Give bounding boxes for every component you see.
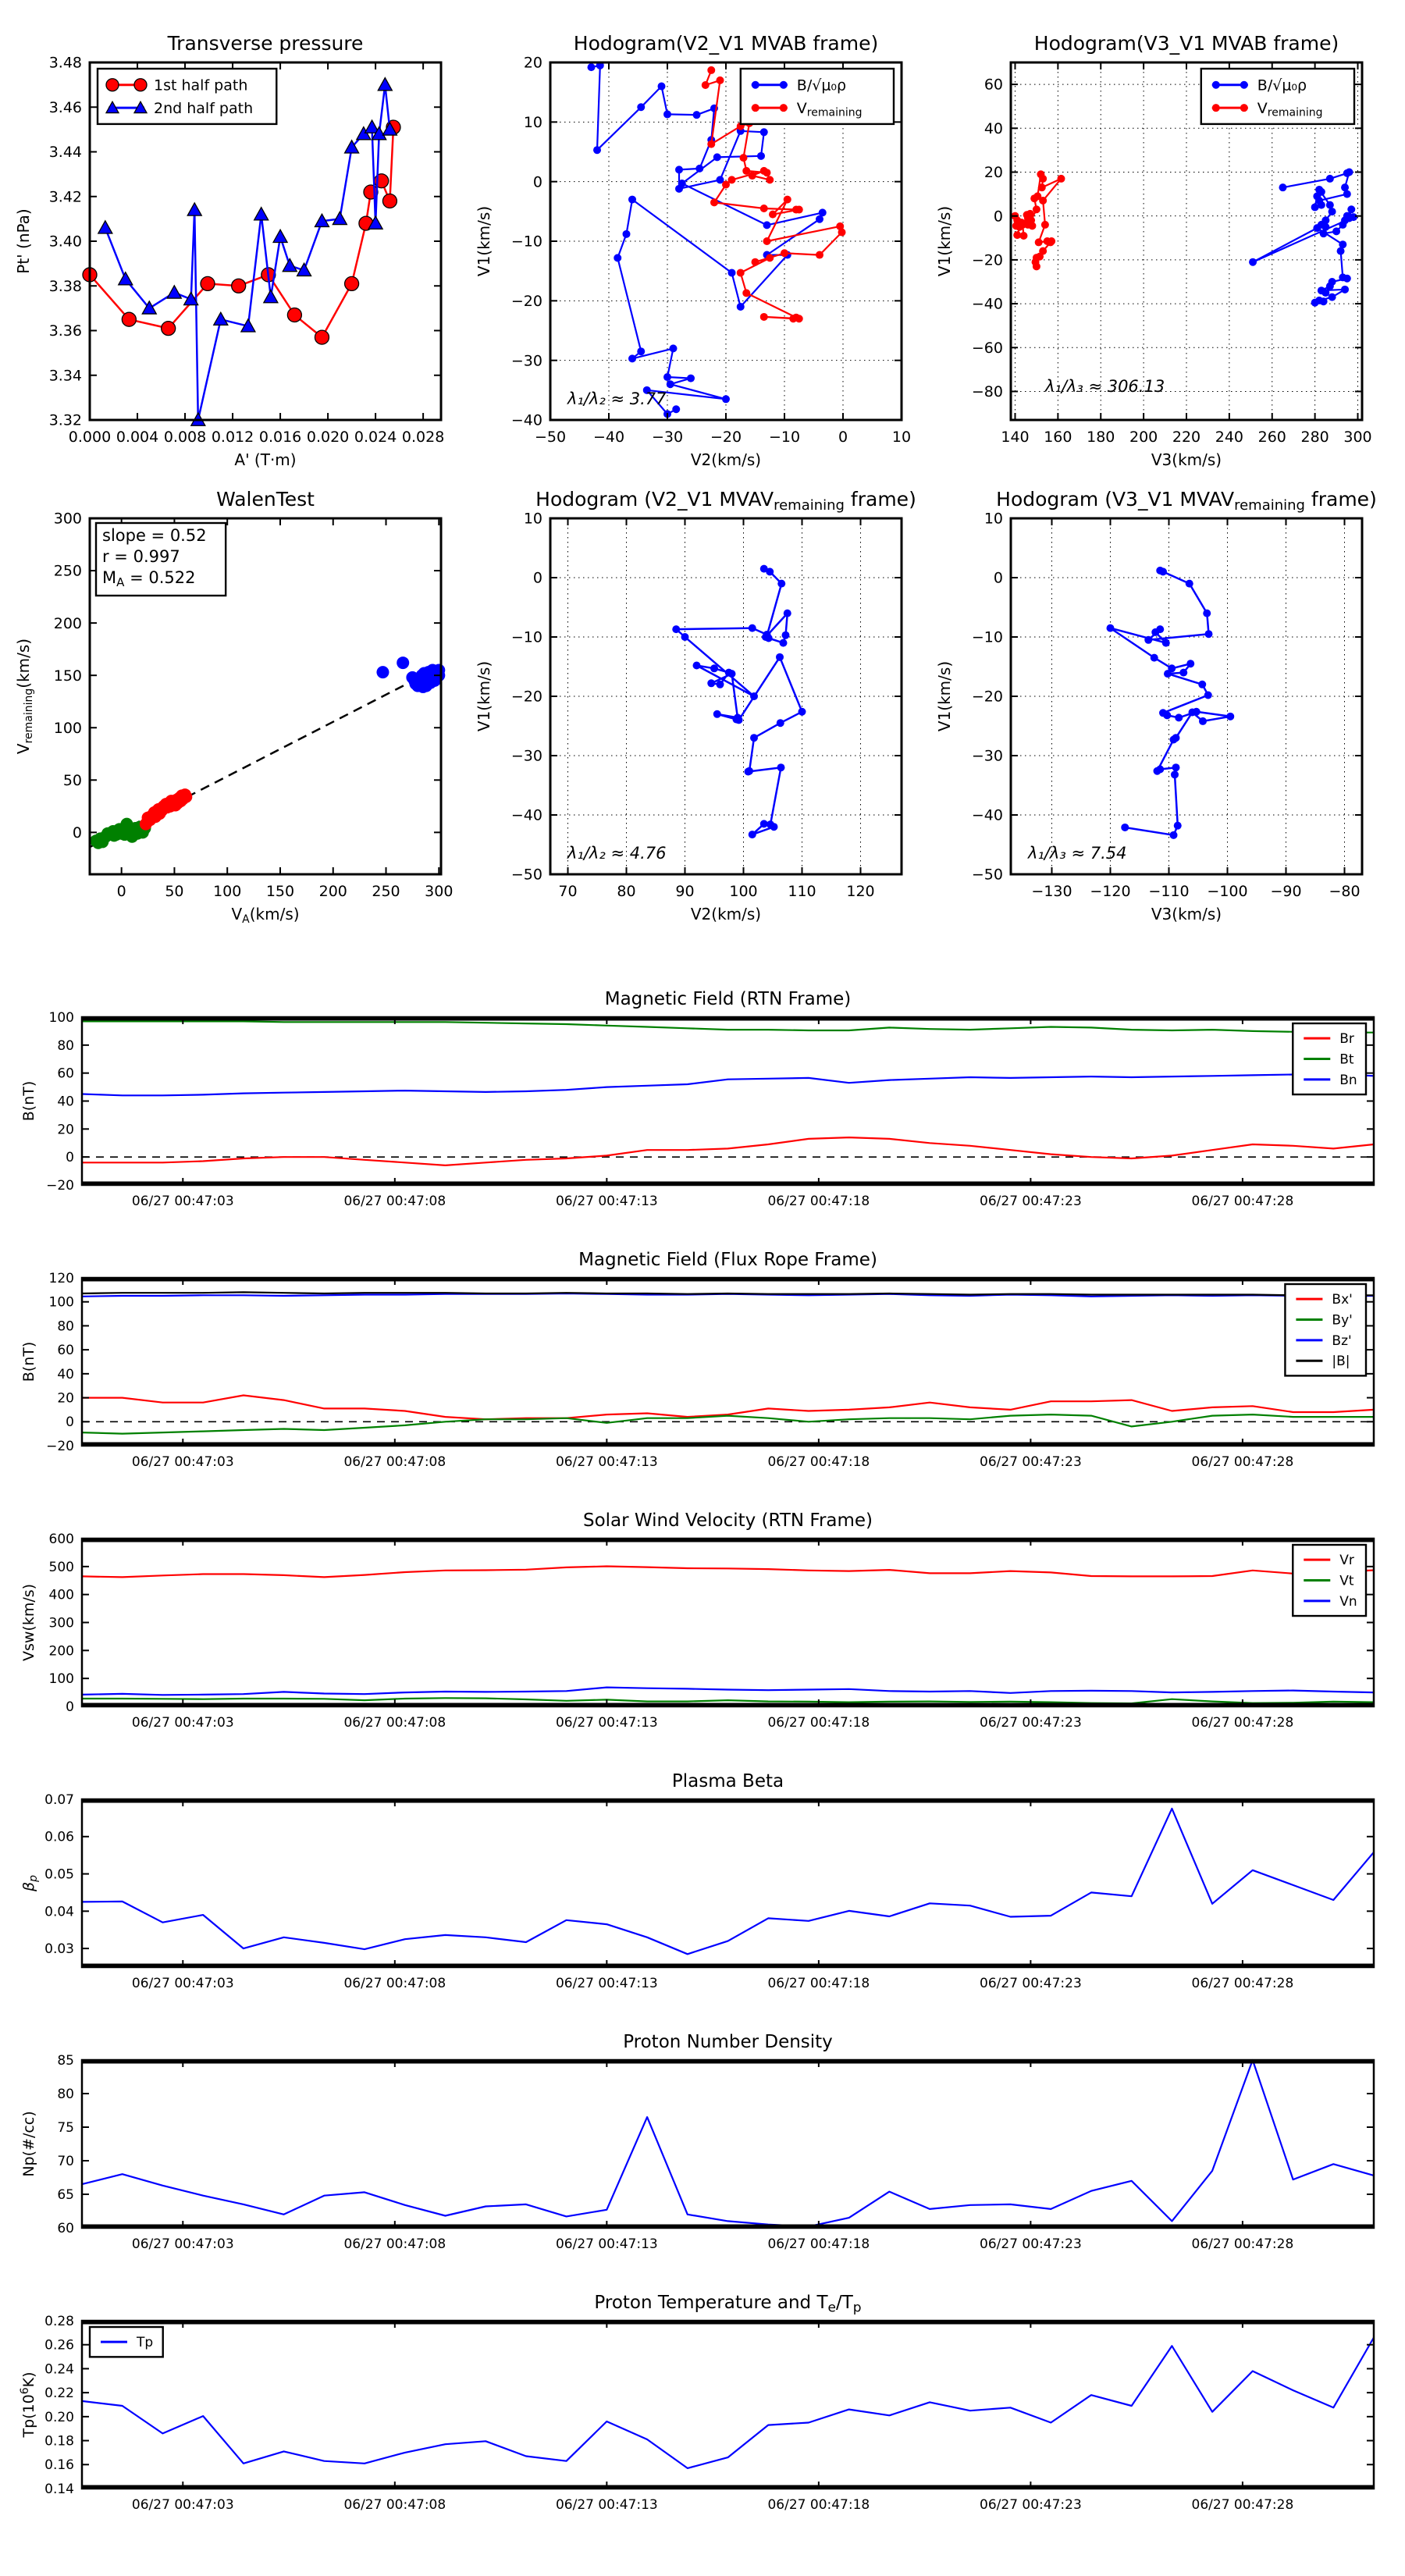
svg-text:150: 150 [53,667,82,685]
svg-text:06/27 00:47:28: 06/27 00:47:28 [1191,1715,1294,1731]
svg-text:Magnetic Field (RTN Frame): Magnetic Field (RTN Frame) [604,989,852,1009]
svg-text:−20: −20 [46,1177,74,1194]
svg-text:−90: −90 [1270,883,1302,900]
svg-text:80: 80 [57,1037,74,1054]
svg-text:3.48: 3.48 [48,54,82,72]
svg-text:−10: −10 [510,628,542,646]
svg-text:0.06: 0.06 [44,1829,74,1845]
svg-text:0.22: 0.22 [44,2386,74,2402]
svg-text:−10: −10 [768,429,801,446]
svg-text:300: 300 [1343,429,1372,446]
svg-text:50: 50 [165,883,184,900]
svg-text:−10: −10 [971,628,1003,646]
svg-text:−20: −20 [46,1438,74,1454]
svg-text:0.28: 0.28 [44,2313,74,2329]
svg-text:V2(km/s): V2(km/s) [690,450,762,469]
svg-text:06/27 00:47:03: 06/27 00:47:03 [131,2497,234,2513]
svg-text:Hodogram (V2_V1 MVAVremaining: Hodogram (V2_V1 $MVAV_{remaining}$ frame) [535,488,916,514]
svg-text:Pt' (nPa): Pt' (nPa) [14,208,33,274]
svg-text:−40: −40 [971,295,1003,313]
svg-text:06/27 00:47:13: 06/27 00:47:13 [555,1715,658,1731]
svg-text:100: 100 [48,1671,74,1688]
svg-text:−30: −30 [651,429,684,446]
svg-text:0.16: 0.16 [44,2457,74,2474]
svg-text:200: 200 [1129,429,1158,446]
svg-text:06/27 00:47:23: 06/27 00:47:23 [980,1454,1082,1470]
plot-transverse-pressure [14,32,445,469]
svg-text:V3(km/s): V3(km/s) [1151,450,1222,469]
svg-text:0.03: 0.03 [44,1941,74,1958]
svg-text:Proton Number Density: Proton Number Density [623,2032,833,2052]
svg-text:V1(km/s): V1(km/s) [475,205,493,277]
svg-text:Bx': Bx' [1332,1292,1353,1308]
svg-text:100: 100 [213,883,242,900]
svg-text:Bn: Bn [1339,1072,1357,1088]
plot-hodogram-v2v1-mvav [475,488,916,923]
svg-text:−110: −110 [1148,883,1190,900]
svg-text:3.40: 3.40 [48,233,82,251]
svg-text:06/27 00:47:03: 06/27 00:47:03 [131,1715,234,1731]
svg-text:−50: −50 [534,429,567,446]
svg-text:70: 70 [558,883,578,900]
svg-text:06/27 00:47:08: 06/27 00:47:08 [343,1454,446,1470]
svg-text:240: 240 [1215,429,1244,446]
svg-text:06/27 00:47:28: 06/27 00:47:28 [1191,1194,1294,1209]
svg-text:90: 90 [675,883,695,900]
plot-hodogram-v3v1-mvab [935,32,1372,469]
svg-text:200: 200 [318,883,347,900]
svg-text:0.14: 0.14 [44,2481,74,2497]
svg-text:300: 300 [53,510,82,528]
svg-text:100: 100 [48,1294,74,1311]
svg-text:250: 250 [372,883,400,900]
svg-text:260: 260 [1257,429,1286,446]
svg-text:06/27 00:47:13: 06/27 00:47:13 [555,1454,658,1470]
svg-text:06/27 00:47:18: 06/27 00:47:18 [767,1715,870,1731]
svg-text:By': By' [1332,1312,1353,1329]
plot-walen-test [14,488,454,926]
svg-text:0.24: 0.24 [44,2361,74,2378]
svg-text:280: 280 [1300,429,1329,446]
svg-text:3.46: 3.46 [48,98,82,116]
svg-text:Br: Br [1339,1031,1354,1048]
svg-text:βp: $\beta_p$ [20,1874,40,1892]
svg-text:0.028: 0.028 [401,429,445,446]
svg-text:|B|: |B| [1332,1354,1350,1370]
svg-text:06/27 00:47:03: 06/27 00:47:03 [131,2236,234,2252]
svg-text:06/27 00:47:28: 06/27 00:47:28 [1191,1454,1294,1470]
svg-text:06/27 00:47:13: 06/27 00:47:13 [555,1976,658,1991]
svg-text:0: 0 [66,1699,74,1715]
svg-text:−40: −40 [592,429,625,446]
svg-text:−20: −20 [971,251,1003,269]
svg-text:−20: −20 [510,688,542,706]
svg-text:Solar Wind Velocity (RTN Frame: Solar Wind Velocity (RTN Frame) [582,1510,873,1531]
svg-text:0.024: 0.024 [354,429,397,446]
svg-text:λ₁/λ₂ ≈ 3.77: λ₁/λ₂ ≈ 3.77 [567,390,667,408]
svg-text:Vn: Vn [1339,1593,1357,1610]
svg-text:0.020: 0.020 [306,429,350,446]
svg-text:06/27 00:47:03: 06/27 00:47:03 [131,1454,234,1470]
svg-text:−20: −20 [971,688,1003,706]
svg-text:140: 140 [1001,429,1030,446]
svg-text:3.44: 3.44 [48,144,82,162]
svg-text:−50: −50 [510,866,542,884]
svg-text:60: 60 [984,76,1003,94]
svg-text:100: 100 [53,719,82,737]
svg-text:120: 120 [48,1270,74,1286]
svg-text:300: 300 [48,1615,74,1631]
svg-text:Hodogram (V3_V1 MVAVremaining: Hodogram (V3_V1 $MVAV_{remaining}$ frame) [996,488,1377,514]
svg-text:B/√μ₀ρ: B/√μ₀ρ [1257,76,1307,94]
svg-text:0: 0 [993,208,1003,226]
svg-text:10: 10 [891,429,912,446]
svg-text:3.38: 3.38 [48,277,82,295]
svg-text:10: 10 [523,113,542,131]
svg-text:−30: −30 [971,747,1003,765]
svg-text:−60: −60 [971,339,1003,357]
svg-text:80: 80 [57,2086,74,2102]
svg-text:B/√μ₀ρ: B/√μ₀ρ [796,76,847,94]
svg-text:200: 200 [53,614,82,632]
svg-text:MA = 0.522: $M_A = 0.522$ [102,568,196,590]
svg-text:0: 0 [66,1414,74,1431]
svg-text:Plasma Beta: Plasma Beta [671,1771,784,1791]
svg-text:0.07: 0.07 [44,1791,74,1808]
svg-text:V1(km/s): V1(km/s) [935,205,954,277]
svg-text:Vremaining(km/s): $V_{remaining}(km/s)$ [14,638,35,755]
svg-text:0: 0 [66,1150,74,1166]
svg-text:Hodogram(V2_V1 MVAB frame): Hodogram(V2_V1 MVAB frame) [573,32,879,55]
svg-text:0.20: 0.20 [44,2409,74,2425]
svg-text:−100: −100 [1207,883,1248,900]
svg-text:2nd half path: 2nd half path [154,99,254,117]
svg-text:0.18: 0.18 [44,2433,74,2450]
plot-proton-density [20,2032,1374,2252]
svg-text:0: 0 [116,883,126,900]
svg-text:Bz': Bz' [1332,1332,1352,1349]
plot-magnetic-field-rtn [20,989,1374,1209]
svg-text:1st half path: 1st half path [154,76,248,94]
svg-text:06/27 00:47:23: 06/27 00:47:23 [980,1715,1082,1731]
svg-text:06/27 00:47:23: 06/27 00:47:23 [980,1194,1082,1209]
svg-text:B(nT): B(nT) [20,1080,37,1122]
svg-text:−120: −120 [1090,883,1131,900]
svg-text:200: 200 [48,1643,74,1660]
svg-text:20: 20 [984,164,1003,182]
svg-text:Magnetic Field (Flux Rope Fram: Magnetic Field (Flux Rope Frame) [578,1250,877,1270]
svg-text:40: 40 [57,1366,74,1382]
plot-plasma-beta [20,1771,1374,1991]
svg-text:06/27 00:47:18: 06/27 00:47:18 [767,1454,870,1470]
svg-text:3.36: 3.36 [48,322,82,340]
svg-text:−20: −20 [710,429,742,446]
svg-text:Vremaining: $V_{remaining}$ [796,99,863,119]
svg-text:V3(km/s): V3(km/s) [1151,905,1222,923]
svg-text:V2(km/s): V2(km/s) [690,905,762,923]
svg-text:60: 60 [57,2220,74,2236]
svg-text:−40: −40 [971,806,1003,824]
svg-text:λ₁/λ₃ ≈ 7.54: λ₁/λ₃ ≈ 7.54 [1028,844,1127,863]
svg-text:06/27 00:47:18: 06/27 00:47:18 [767,1194,870,1209]
svg-text:06/27 00:47:18: 06/27 00:47:18 [767,2236,870,2252]
svg-text:06/27 00:47:13: 06/27 00:47:13 [555,2236,658,2252]
svg-text:Proton Temperature and Te/Tp: Proton Temperature and $T_e/T_p$ [594,2293,862,2316]
svg-text:r = 0.997: r = 0.997 [102,547,180,566]
svg-text:−40: −40 [510,806,542,824]
svg-text:75: 75 [57,2119,74,2136]
svg-text:160: 160 [1044,429,1072,446]
plot-proton-temperature [18,2293,1374,2513]
svg-text:0: 0 [532,569,542,587]
svg-text:VA(km/s): $V_A(km/s)$ [231,905,300,926]
plot-hodogram-v2v1-mvab [475,32,912,469]
svg-text:20: 20 [57,1390,74,1407]
svg-text:0.012: 0.012 [211,429,254,446]
svg-text:10: 10 [523,510,542,528]
svg-text:Tp(106K): $Tp(10^6K)$ [18,2371,37,2438]
svg-text:−10: −10 [510,233,542,251]
svg-text:110: 110 [788,883,816,900]
svg-text:40: 40 [57,1094,74,1110]
svg-text:−80: −80 [971,383,1003,401]
svg-text:250: 250 [53,562,82,580]
svg-text:λ₁/λ₃ ≈ 306.13: λ₁/λ₃ ≈ 306.13 [1045,377,1165,396]
svg-text:180: 180 [1087,429,1115,446]
svg-text:400: 400 [48,1587,74,1603]
svg-text:−30: −30 [510,352,542,370]
svg-text:06/27 00:47:23: 06/27 00:47:23 [980,1976,1082,1991]
plot-hodogram-v3v1-mvav [935,488,1377,923]
plot-solar-wind-velocity [20,1510,1374,1731]
svg-text:06/27 00:47:08: 06/27 00:47:08 [343,2236,446,2252]
svg-text:3.34: 3.34 [48,367,82,385]
svg-text:0.26: 0.26 [44,2337,74,2354]
svg-text:06/27 00:47:18: 06/27 00:47:18 [767,2497,870,2513]
svg-text:06/27 00:47:23: 06/27 00:47:23 [980,2497,1082,2513]
svg-text:06/27 00:47:08: 06/27 00:47:08 [343,1715,446,1731]
svg-text:Hodogram(V3_V1 MVAB frame): Hodogram(V3_V1 MVAB frame) [1033,32,1339,55]
svg-text:Vsw(km/s): Vsw(km/s) [20,1583,37,1662]
svg-text:0: 0 [838,429,848,446]
svg-text:Vr: Vr [1339,1553,1354,1569]
svg-text:−40: −40 [510,411,542,429]
svg-text:65: 65 [57,2186,74,2203]
svg-text:600: 600 [48,1531,74,1547]
svg-text:A' (T·m): A' (T·m) [234,450,297,469]
svg-text:Bt: Bt [1339,1051,1354,1068]
svg-text:10: 10 [984,510,1003,528]
svg-text:0.000: 0.000 [68,429,112,446]
svg-text:120: 120 [846,883,875,900]
svg-text:06/27 00:47:13: 06/27 00:47:13 [555,1194,658,1209]
svg-text:50: 50 [62,771,82,789]
svg-text:slope = 0.52: slope = 0.52 [102,526,207,545]
svg-text:WalenTest: WalenTest [216,488,315,511]
svg-text:06/27 00:47:13: 06/27 00:47:13 [555,2497,658,2513]
svg-text:60: 60 [57,1066,74,1082]
svg-text:0: 0 [993,569,1003,587]
svg-text:60: 60 [57,1343,74,1359]
svg-text:100: 100 [48,1009,74,1026]
svg-text:−50: −50 [971,866,1003,884]
svg-text:−130: −130 [1031,883,1072,900]
svg-text:220: 220 [1172,429,1201,446]
svg-text:0.05: 0.05 [44,1866,74,1883]
svg-text:06/27 00:47:28: 06/27 00:47:28 [1191,1976,1294,1991]
svg-text:40: 40 [984,119,1003,137]
svg-text:λ₁/λ₂ ≈ 4.76: λ₁/λ₂ ≈ 4.76 [567,844,667,863]
svg-text:Tp: Tp [137,2335,154,2351]
svg-text:3.42: 3.42 [48,188,82,206]
svg-text:85: 85 [57,2052,74,2069]
svg-text:Vt: Vt [1339,1573,1354,1589]
svg-text:70: 70 [57,2153,74,2169]
svg-text:0: 0 [532,173,542,191]
svg-text:100: 100 [729,883,758,900]
svg-text:20: 20 [57,1122,74,1138]
svg-text:0: 0 [72,824,82,842]
plot-magnetic-field-flux-rope [20,1250,1374,1470]
svg-text:06/27 00:47:08: 06/27 00:47:08 [343,2497,446,2513]
svg-text:80: 80 [617,883,636,900]
svg-text:06/27 00:47:28: 06/27 00:47:28 [1191,2236,1294,2252]
svg-text:06/27 00:47:08: 06/27 00:47:08 [343,1194,446,1209]
svg-text:500: 500 [48,1559,74,1575]
svg-text:06/27 00:47:03: 06/27 00:47:03 [131,1976,234,1991]
svg-text:80: 80 [57,1318,74,1335]
svg-text:−80: −80 [1329,883,1361,900]
svg-text:06/27 00:47:23: 06/27 00:47:23 [980,2236,1082,2252]
svg-text:Np(#/cc): Np(#/cc) [20,2111,37,2177]
svg-text:06/27 00:47:28: 06/27 00:47:28 [1191,2497,1294,2513]
svg-text:06/27 00:47:18: 06/27 00:47:18 [767,1976,870,1991]
svg-text:−30: −30 [510,747,542,765]
svg-text:−20: −20 [510,292,542,310]
svg-text:0.008: 0.008 [163,429,207,446]
svg-text:20: 20 [523,54,542,72]
svg-text:3.32: 3.32 [48,411,82,429]
svg-text:150: 150 [265,883,295,900]
svg-text:B(nT): B(nT) [20,1341,37,1382]
svg-text:V1(km/s): V1(km/s) [475,660,493,732]
svg-text:300: 300 [425,883,454,900]
svg-text:0.04: 0.04 [44,1904,74,1920]
svg-text:0.004: 0.004 [116,429,159,446]
svg-text:0.016: 0.016 [258,429,302,446]
svg-text:06/27 00:47:03: 06/27 00:47:03 [131,1194,234,1209]
svg-text:V1(km/s): V1(km/s) [935,660,954,732]
svg-text:Transverse pressure: Transverse pressure [167,32,364,55]
svg-text:06/27 00:47:08: 06/27 00:47:08 [343,1976,446,1991]
svg-text:Vremaining: $V_{remaining}$ [1257,99,1323,119]
